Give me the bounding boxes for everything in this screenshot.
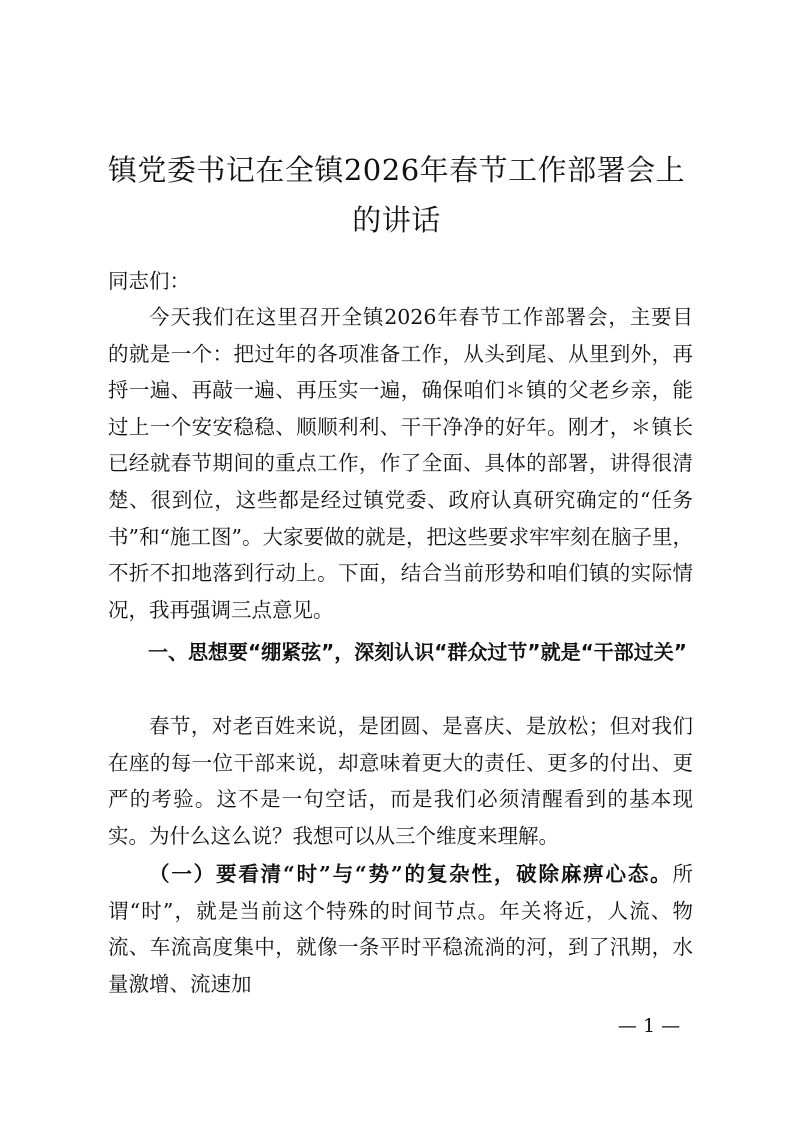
document-title xyxy=(100,145,693,245)
paragraph-section-1: 春节，对老百姓来说，是团圆、是喜庆、是放松；但对我们在座的每一位干部来说，却意味着更大的责任、更多的付出、更严的考验。这不是一句空话，而是我们必须清醒看到的基本现实。为什么这么说？我想可以从三个维度来理解。 xyxy=(108,714,693,848)
title-line-1: 镇党委书记在全镇2026年春节工作部署会上 xyxy=(107,153,686,187)
subsection-lead: （一）要看清“时”与“势”的复杂性，破除麻痹心态。 xyxy=(149,862,673,886)
paragraph-subsection-1 xyxy=(108,856,693,1002)
paragraph-intro: 今天我们在这里召开全镇2026年春节工作部署会，主要目的就是一个：把过年的各项准备工作，从头到尾、从里到外，再捋一遍、再敲一遍、再压实一遍，确保咱们＊镇的父老乡亲，能过上一个安安稳稳、顺顺利利、干干净净的好年。刚才，＊镇长已经就春节期间的重点工作，作了全面、具体的部署，讲得很清楚、很到位，这些都是经过镇党委、政府认真研究确定的“任务书”和“施工图”。大家要做的就是，把这些要求牢牢刻在脑子里，不折不扣地落到行动上。下面，结合当前形势和咱们镇的实际情况，我再强调三点意见。 xyxy=(108,305,693,622)
title-line-2: 的讲话 xyxy=(352,203,441,237)
salutation: 同志们： xyxy=(108,269,190,293)
subsection-body: 所谓“时”，就是当前这个特殊的时间节点。年关将近，人流、物流、车流高度集中，就像一条平时平稳流淌的河，到了汛期，水量激增、流速加 xyxy=(108,862,693,996)
page-number: — 1 — xyxy=(617,1015,681,1037)
section-heading-1: 一、思想要“绷紧弦”，深刻认识“群众过节”就是“干部过关” xyxy=(148,640,687,664)
